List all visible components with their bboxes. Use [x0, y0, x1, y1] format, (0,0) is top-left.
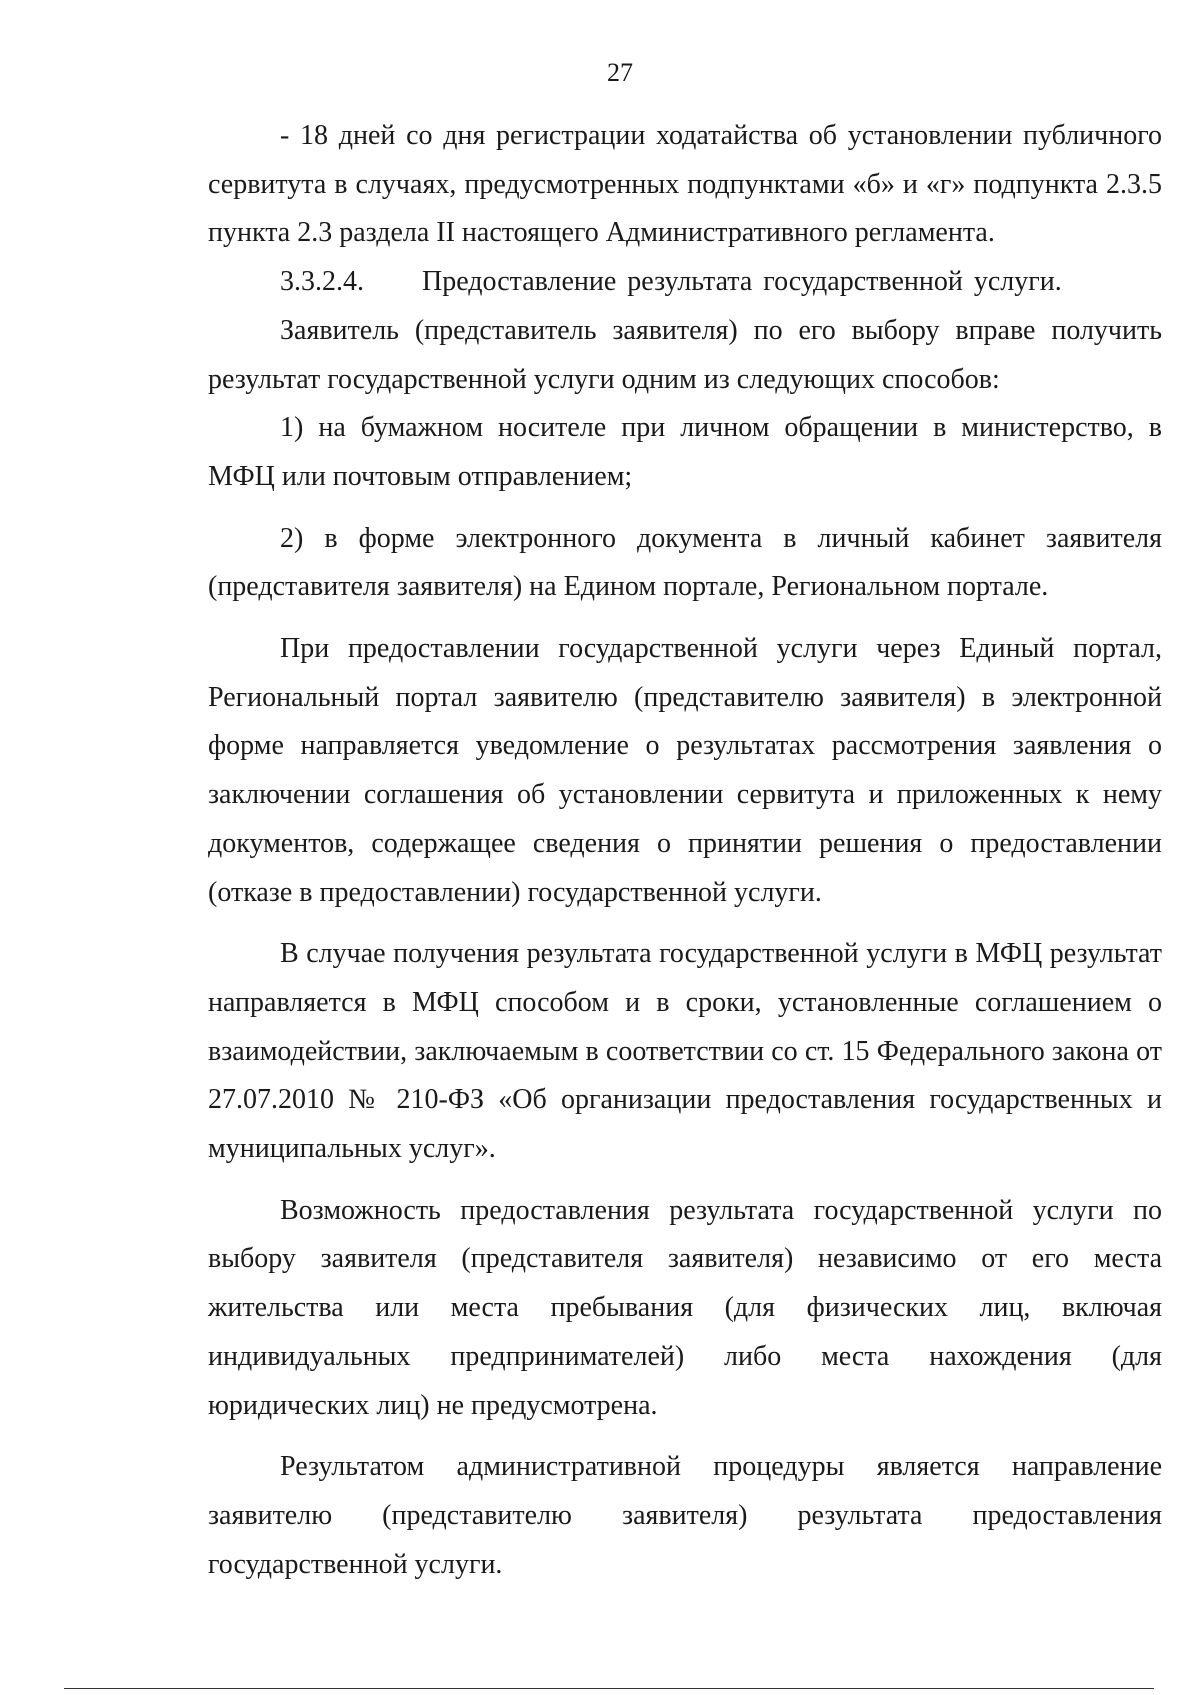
paragraph-result-methods: Заявитель (представитель заявителя) по его выбору вправе получить результат государственной услуги одним из следующих способов:: [208, 314, 1162, 395]
bottom-divider: [64, 1688, 1154, 1689]
paragraph-mfc-result: В случае получения результата государственной услуги в МФЦ результат направляется в МФЦ способом и в сроки, установленные соглашением о взаимодействии, заключаемым в соответствии со ст. 15 Федерального закона от 27.07.2010 № 210-ФЗ «Об организации предоставления государственных и муниципальных услуг».: [208, 938, 1162, 1165]
paragraph-method-electronic: 2) в форме электронного документа в личный кабинет заявителя (представителя заявителя) на Едином портале, Региональном портале.: [208, 522, 1162, 603]
paragraph-extraterritorial: Возможность предоставления результата государственной услуги по выбору заявителя (представителя заявителя) независимо от его места жительства или места пребывания (для физических лиц, включая индивидуальных предпринимателей) либо места нахождения (для юридических лиц) не предусмотрена.: [208, 1194, 1162, 1421]
section-number: 3.3.2.4.: [280, 266, 364, 298]
paragraph-procedure-result: Результатом административной процедуры является направление заявителю (представителю заявителя) результата предоставления государственной услуги.: [208, 1451, 1162, 1580]
paragraph-method-paper: 1) на бумажном носителе при личном обращении в министерство, в МФЦ или почтовым отправлением;: [208, 412, 1162, 492]
page-number: 27: [607, 58, 633, 87]
document-body: [208, 112, 1162, 1589]
paragraph-portal-notification: При предоставлении государственной услуги через Единый портал, Региональный портал заявителю (представителю заявителя) в электронной форме направляется уведомление о результатах рассмотрения заявления о заключении соглашения об установлении сервитута и приложенных к нему документов, содержащее сведения о принятии решения о предоставлении (отказе в предоставлении) государственной услуги.: [208, 633, 1162, 908]
paragraph-deadline: - 18 дней со дня регистрации ходатайства об установлении публичного сервитута в случаях, предусмотренных подпунктами «б» и «г» подпункта 2.3.5 пункта 2.3 раздела II настоящего Административного регламента.: [208, 120, 1162, 249]
section-heading: [208, 258, 1162, 307]
section-title: Предоставление результата государственной услуги.: [422, 266, 1062, 298]
